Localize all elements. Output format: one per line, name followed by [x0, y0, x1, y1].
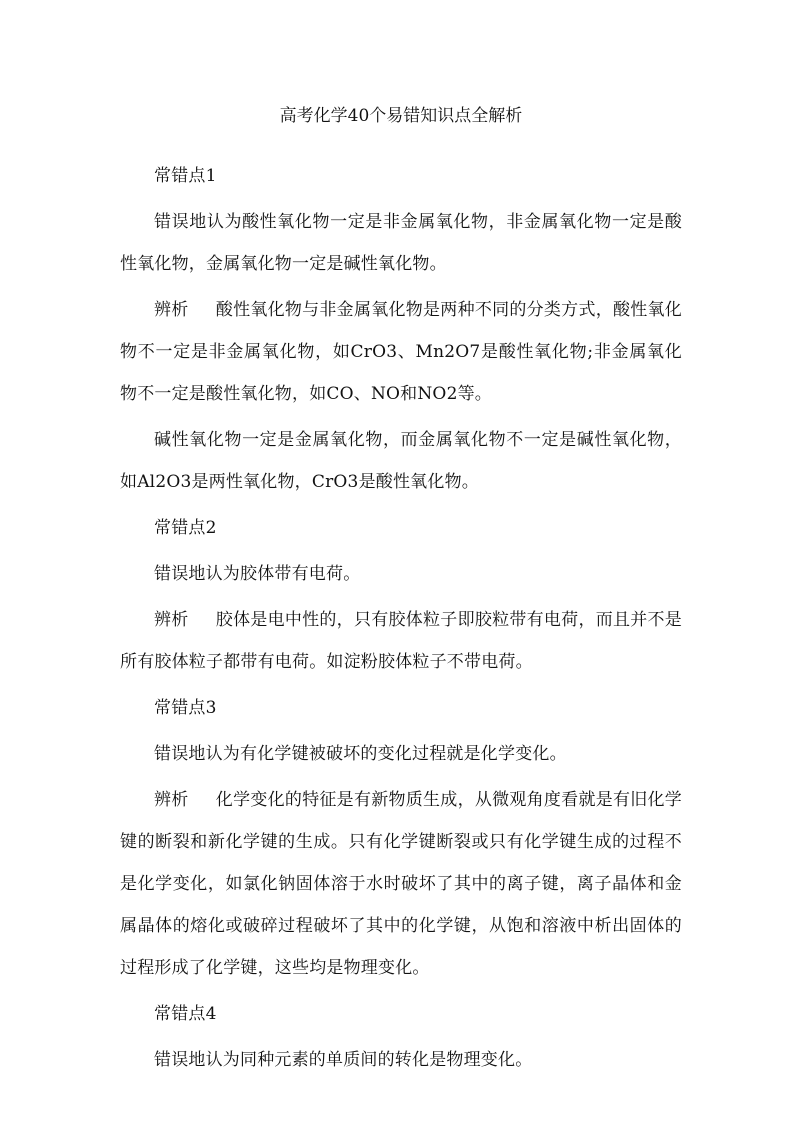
section-statement-3: 错误地认为有化学键被破坏的变化过程就是化学变化。: [154, 744, 567, 764]
section-analysis-3: [120, 779, 682, 989]
section-heading-1: 常错点1: [154, 166, 217, 186]
analysis-text-2: 胶体是电中性的，只有胶体粒子即胶粒带有电荷，而且并不是所有胶体粒子都带有电荷。如淀粉胶体粒子不带电荷。: [120, 610, 682, 672]
analysis-label-1: 辨析: [154, 300, 189, 320]
section-heading-2: 常错点2: [154, 518, 217, 538]
section-statement-1: 错误地认为酸性氧化物一定是非金属氧化物，非金属氧化物一定是酸性氧化物，金属氧化物一定是碱性氧化物。: [120, 212, 682, 274]
document-page: [120, 104, 682, 1085]
analysis-text-3: 化学变化的特征是有新物质生成，从微观角度看就是有旧化学键的断裂和新化学键的生成。只有化学键断裂或只有化学键生成的过程不是化学变化，如氯化钠固体溶于水时破坏了其中的离子键，离子晶体和金属晶体的熔化或破碎过程破坏了其中的化学键，从饱和溶液中析出固体的过程形成了化学键，这些均是物理变化。: [120, 790, 682, 978]
section-statement-2: 错误地认为胶体带有电荷。: [154, 564, 361, 584]
analysis-label-3: 辨析: [154, 790, 189, 810]
section-extra-1: 碱性氧化物一定是金属氧化物，而金属氧化物不一定是碱性氧化物，如Al2O3是两性氧化物，CrO3是酸性氧化物。: [120, 430, 682, 492]
document-title: 高考化学40个易错知识点全解析: [279, 106, 523, 126]
section-heading-3: 常错点3: [154, 698, 217, 718]
analysis-label-2: 辨析: [154, 610, 189, 630]
analysis-text-1: 酸性氧化物与非金属氧化物是两种不同的分类方式，酸性氧化物不一定是非金属氧化物，如CrO3、Mn2O7是酸性氧化物;非金属氧化物不一定是酸性氧化物，如CO、NO和NO2等。: [120, 300, 682, 404]
section-analysis-1: [120, 289, 682, 415]
section-statement-4: 错误地认为同种元素的单质间的转化是物理变化。: [154, 1050, 533, 1070]
section-analysis-2: [120, 599, 682, 683]
section-heading-4: 常错点4: [154, 1004, 217, 1024]
